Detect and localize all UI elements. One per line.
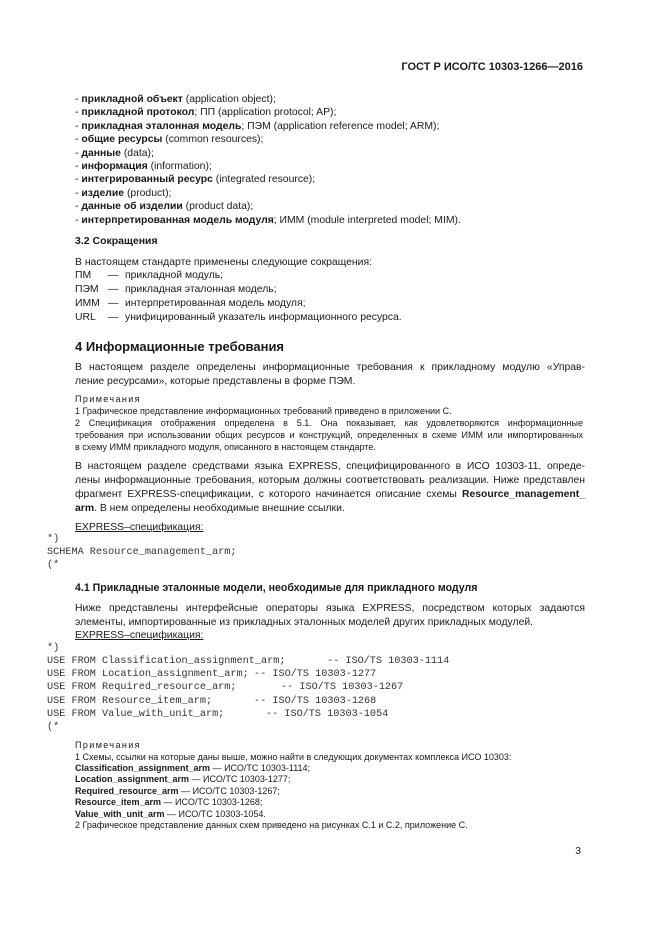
definition-item — [75, 147, 154, 160]
definition-term: данные об изделии — [81, 201, 183, 213]
code-line: (* — [47, 560, 60, 571]
para2-line4-text: . В нем определены необходимые внешние ссылки. — [94, 503, 345, 514]
list-dash: - — [75, 214, 82, 226]
definition-rest: (data); — [120, 147, 154, 159]
abbreviation-meaning: прикладная эталонная модель; — [125, 284, 277, 295]
abbreviation-dash: — — [108, 312, 119, 323]
express-spec-label: EXPRESS–спецификация: — [75, 522, 204, 533]
express-spec-label-2: EXPRESS–спецификация: — [75, 630, 204, 641]
list-dash: - — [75, 107, 82, 119]
abbreviation-key: ПЭМ — [75, 284, 99, 295]
code-open: *) — [47, 643, 60, 654]
abbreviation-row — [75, 270, 223, 281]
document-id: ГОСТ Р ИСО/ТС 10303-1266—2016 — [401, 61, 583, 73]
note-2-line2: требования при использовании общих ресурсов и конструкций, определенных в схеме ИММ или импортированных — [75, 430, 583, 440]
schema-ref-item — [75, 763, 310, 775]
schema-ref-standard: — ИСО/ТС 10303-1054. — [164, 808, 266, 819]
section-4-1-title: 4.1 Прикладные эталонные модели, необходимые для прикладного модуля — [75, 582, 478, 594]
definition-item — [75, 106, 336, 119]
use-from-statement: USE FROM Required_resource_arm; — [47, 682, 237, 694]
note-2-line1: 2 Спецификация отображения определена в 5.1. Она показывает, как удовлетворяются информационные — [75, 418, 583, 428]
code-close: (* — [47, 722, 60, 733]
schema-ref-name: Value_with_unit_arm — [75, 808, 165, 819]
note-4-1-1-intro: 1 Схемы, ссылки на которые даны выше, можно найти в следующих документах комплекса ИСО 10303: — [75, 752, 512, 762]
schema-ref-standard: — ИСО/ТС 10303-1268; — [161, 797, 263, 808]
page-number: 3 — [575, 846, 581, 857]
use-from-comment: -- ISO/TS 10303-1114 — [327, 656, 450, 667]
list-dash: - — [75, 94, 82, 105]
section-3-2-title: 3.2 Сокращения — [75, 235, 158, 247]
section-4-para2-line3 — [75, 488, 585, 502]
list-dash: - — [75, 120, 82, 132]
definition-rest: (information); — [147, 161, 212, 172]
definition-term: информация — [81, 161, 148, 172]
section-4-1-para-line1: Ниже представлены интерфейсные операторы языка EXPRESS, посредством которых задаются — [75, 603, 585, 614]
definition-term: интерпретированная модель модуля — [81, 214, 274, 226]
schema-ref-name: Required_resource_arm — [75, 785, 179, 796]
schema-ref-item — [75, 797, 262, 809]
note-1: 1 Графическое представление информационных требований приведено в приложении С. — [75, 406, 452, 416]
schema-ref-name: Resource_item_arm — [75, 797, 162, 808]
definition-term: прикладной объект — [81, 94, 183, 105]
definition-item — [75, 214, 461, 227]
section-4-para2-line2: лены информационные требования, которым должны соответствовать реализации. Ниже представлен — [75, 475, 585, 486]
definition-item — [75, 160, 212, 173]
abbreviation-row — [75, 312, 402, 323]
abbreviation-key: URL — [75, 312, 96, 323]
definition-item — [75, 173, 315, 186]
definition-item — [75, 200, 253, 213]
code-line: SCHEMA Resource_management_arm; — [47, 547, 237, 558]
use-from-statement: USE FROM Location_assignment_arm; — [47, 669, 249, 681]
schema-ref-name: Classification_assignment_arm — [75, 763, 211, 773]
use-from-statement: USE FROM Resource_item_arm; — [47, 695, 213, 707]
schema-ref-standard: — ИСО/ТС 10303-1267; — [178, 785, 280, 796]
definition-rest: ; ПЭМ (application reference model; ARM); — [241, 120, 440, 132]
definition-term: данные — [81, 147, 121, 159]
section-4-para2-line4 — [75, 502, 345, 516]
schema-ref-name: Location_assignment_arm — [75, 774, 190, 785]
schema-ref-standard: — ИСО/ТС 10303-1114; — [210, 763, 311, 773]
definition-rest: (product); — [124, 187, 172, 199]
definition-item — [75, 93, 276, 106]
abbreviation-meaning: интерпретированная модель модуля; — [125, 298, 306, 309]
note-2-line3: в схему ИММ прикладного модуля, описанного в настоящем стандарте. — [75, 442, 376, 452]
definition-term: общие ресурсы — [81, 134, 163, 146]
abbreviation-meaning: унифицированный указатель информационного ресурса. — [125, 312, 402, 323]
notes-label-2: Примечания — [75, 740, 141, 750]
list-dash: - — [75, 147, 82, 159]
note-4-1-2: 2 Графическое представление данных схем приведено на рисунках C.1 и C.2, приложение С. — [75, 820, 468, 830]
definition-item — [75, 187, 171, 200]
definition-rest: (integrated resource); — [212, 174, 316, 186]
use-from-comment: -- ISO/TS 10303-1267 — [281, 682, 404, 694]
definition-rest: (product data); — [182, 201, 254, 213]
abbreviation-dash: — — [108, 284, 119, 295]
abbreviation-row — [75, 284, 277, 295]
section-4-para1-line2: ление ресурсами», которые представлены в форме ПЭМ. — [75, 376, 356, 387]
section-4-1-para-line2: элементы, импортированные из прикладных эталонных моделей других прикладных модулей. — [75, 617, 534, 628]
schema-ref-item — [75, 786, 280, 798]
use-from-statement: USE FROM Classification_assignment_arm; — [47, 656, 286, 667]
definition-rest: ; ИММ (module interpreted model; MIM). — [273, 214, 461, 226]
definition-item — [75, 120, 439, 133]
schema-ref-standard: — ИСО/ТС 10303-1277; — [189, 774, 291, 785]
list-dash: - — [75, 134, 82, 146]
abbreviation-dash: — — [108, 298, 119, 309]
schema-ref-item — [75, 809, 266, 821]
definition-item — [75, 133, 263, 146]
abbreviation-dash: — — [108, 270, 119, 281]
abbreviation-meaning: прикладной модуль; — [125, 270, 224, 281]
abbreviations-intro: В настоящем стандарте применены следующие сокращения: — [75, 257, 372, 268]
list-dash: - — [75, 161, 82, 172]
list-dash: - — [75, 187, 82, 199]
list-dash: - — [75, 201, 82, 213]
section-4-title: 4 Информационные требования — [75, 339, 285, 354]
definition-rest: (common resources); — [162, 134, 264, 146]
abbreviation-row — [75, 298, 306, 309]
code-line: *) — [47, 534, 60, 545]
notes-label: Примечания — [75, 394, 141, 404]
abbreviation-key: ПМ — [75, 270, 92, 281]
section-4-para1-line1: В настоящем разделе определены информационные требования к прикладному модулю «Управ- — [75, 362, 585, 373]
definition-rest: ; ПП (application protocol; AP); — [194, 107, 337, 119]
use-from-statement: USE FROM Value_with_unit_arm; — [47, 708, 225, 720]
schema-name-start: Resource_management_ — [461, 489, 585, 500]
definition-term: прикладная эталонная модель — [81, 120, 242, 132]
definition-rest: (application object); — [182, 94, 276, 105]
use-from-comment: -- ISO/TS 10303-1277 — [254, 669, 377, 681]
definition-term: интегрированный ресурс — [81, 174, 213, 186]
schema-ref-item — [75, 774, 290, 786]
use-from-comment: -- ISO/TS 10303-1268 — [254, 695, 377, 707]
schema-name-end: arm — [75, 503, 95, 514]
list-dash: - — [75, 174, 82, 186]
definition-term: изделие — [81, 187, 125, 199]
para2-line3-text: фрагмент EXPRESS-спецификации, с которого начинается описание схемы — [75, 489, 462, 500]
section-4-para2-line1: В настоящем разделе средствами языка EXPRESS, специфицированного в ИСО 10303-11, опреде- — [75, 461, 585, 472]
use-from-comment: -- ISO/TS 10303-1054 — [266, 708, 389, 720]
abbreviation-key: ИММ — [75, 298, 100, 309]
definition-term: прикладной протокол — [81, 107, 195, 119]
